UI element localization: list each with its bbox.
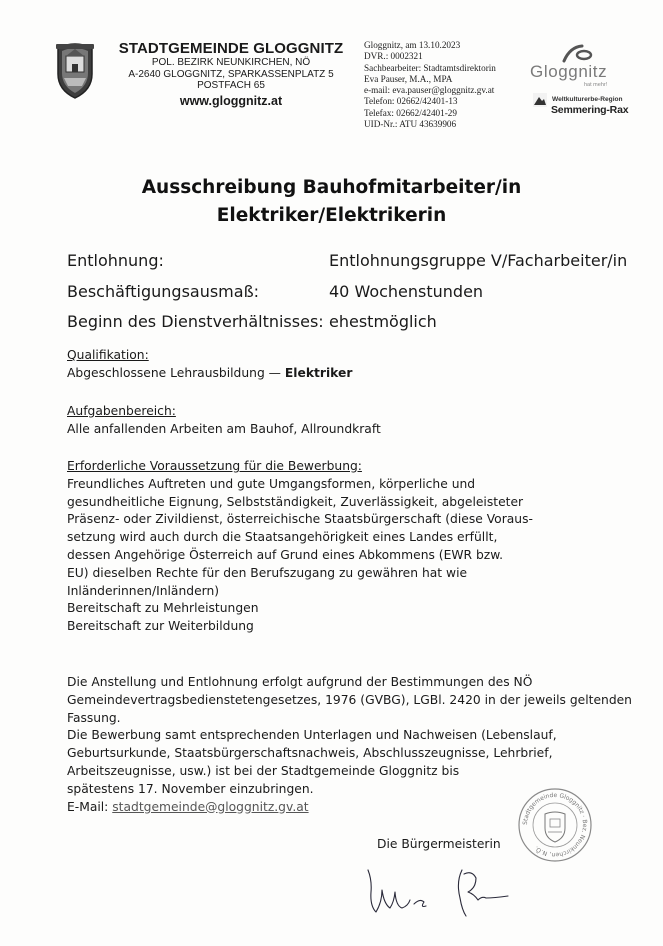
document-title-line2: Elektriker/Elektrikerin — [216, 205, 447, 226]
district-line: POL. BEZIRK NEUNKIRCHEN, NÖ — [151, 57, 311, 68]
clerk-name: Eva Pauser, M.A., MPA — [364, 73, 453, 84]
requirements-line: setzung wird auch durch die Staatsangehörigkeit eines Landes erfüllt, — [67, 530, 498, 545]
tasks-section — [67, 403, 381, 439]
official-seal-icon — [516, 786, 594, 864]
seal-text: Stadtgemeinde Gloggnitz · Bez. Neunkirchen, N.Ö. — [521, 791, 589, 859]
closing-line: spätestens 17. November einzubringen. — [67, 781, 314, 796]
requirements-line: Bereitschaft zur Weiterbildung — [67, 619, 254, 634]
svg-text:Stadtgemeinde Gloggnitz · Bez. — [522, 792, 588, 858]
qualification-text-prefix: Abgeschlossene Lehrausbildung — — [67, 365, 285, 380]
address-line: A-2640 GLOGGNITZ, SPARKASSENPLATZ 5 — [128, 68, 334, 80]
application-email-link[interactable]: stadtgemeinde@gloggnitz.gv.at — [112, 799, 309, 814]
email-label: E-Mail: — [67, 799, 113, 814]
closing-line: Die Anstellung und Entlohnung erfolgt aufgrund der Bestimmungen des NÖ — [67, 675, 533, 689]
municipal-crest-icon — [52, 38, 98, 100]
municipality-block — [108, 40, 354, 108]
requirements-section — [67, 458, 533, 636]
dvr-line: DVR.: 0002321 — [364, 51, 423, 62]
website-link[interactable]: www.gloggnitz.at — [179, 93, 283, 108]
fax-line: Telefax: 02662/42401-29 — [364, 107, 457, 118]
requirements-line: Freundliches Auftreten und gute Umgangsformen, körperliche und — [67, 476, 476, 491]
closing-line: Gemeindevertragsbedienstetengesetzes, 1976 (GVBG), LGBl. 2420 in der jeweils geltenden — [67, 692, 632, 707]
heritage-line: Weltkulturerbe-Region — [552, 96, 623, 103]
logo-wordmark: Gloggnitz — [530, 62, 608, 81]
requirements-heading: Erforderliche Voraussetzung für die Bewerbung: — [67, 459, 362, 473]
qualification-text — [67, 365, 352, 383]
handwritten-signature-icon — [362, 862, 512, 920]
logo-tagline: hat mehr! — [584, 82, 608, 88]
signoff-role: Die Bürgermeisterin — [377, 837, 501, 851]
requirements-line: EU) dieselben Rechte für den Berufszugang zu gewähren hat wie — [67, 565, 468, 580]
clerk-label: Sachbearbeiter: Stadtamtsdirektorin — [364, 62, 496, 73]
requirements-line: dessen Angehörige Österreich auf Grund eines Abkommens (EWR bzw. — [67, 547, 504, 562]
reference-block — [364, 40, 496, 130]
term-value-start: ehestmöglich — [329, 312, 437, 331]
qualification-text-bold: Elektriker — [284, 365, 353, 380]
phone-line: Telefon: 02662/42401-13 — [364, 96, 458, 107]
email-line[interactable]: e-mail: eva.pauser@gloggnitz.gv.at — [364, 85, 495, 96]
heritage-mountain-icon — [533, 93, 547, 107]
requirements-line: Inländerinnen/Inländern) — [67, 583, 220, 598]
closing-line: Arbeitszeugnisse, usw.) ist bei der Stadtgemeinde Gloggnitz bis — [67, 763, 460, 778]
date-line: Gloggnitz, am 13.10.2023 — [364, 40, 461, 50]
postbox-line: POSTFACH 65 — [197, 80, 265, 91]
closing-line: Fassung. — [67, 710, 121, 725]
term-value-pay: Entlohnungsgruppe V/Facharbeiter/in — [329, 251, 628, 270]
qualification-heading: Qualifikation: — [67, 348, 149, 362]
requirements-line: Bereitschaft zu Mehrleistungen — [67, 601, 259, 616]
tasks-heading: Aufgabenbereich: — [67, 404, 176, 418]
term-label-hours: Beschäftigungsausmaß: — [67, 282, 260, 301]
document-title-line1: Ausschreibung Bauhofmitarbeiter/in — [141, 177, 522, 198]
closing-line: Die Bewerbung samt entsprechenden Unterlagen und Nachweisen (Lebenslauf, — [67, 728, 557, 743]
municipality-name: STADTGEMEINDE GLOGGNITZ — [118, 40, 344, 57]
requirements-line: Präsenz- oder Zivildienst, österreichische Staatsbürgerschaft (diese Voraus- — [67, 512, 533, 527]
requirements-line: gesundheitliche Eignung, Selbstständigkeit, Zuverlässigkeit, abgeleisteter — [67, 494, 524, 509]
qualification-section — [67, 347, 352, 383]
heritage-name: Semmering-Rax — [551, 104, 629, 116]
term-label-start: Beginn des Dienstverhältnisses: — [67, 312, 324, 331]
term-label-pay: Entlohnung: — [67, 251, 164, 270]
closing-line: Geburtsurkunde, Staatsbürgerschaftsnachweis, Abschlusszeugnisse, Lehrbrief, — [67, 746, 553, 761]
tasks-text: Alle anfallenden Arbeiten am Bauhof, Allroundkraft — [67, 421, 381, 436]
term-value-hours: 40 Wochenstunden — [329, 282, 484, 301]
uid-line: UID-Nr.: ATU 43639906 — [364, 119, 457, 130]
